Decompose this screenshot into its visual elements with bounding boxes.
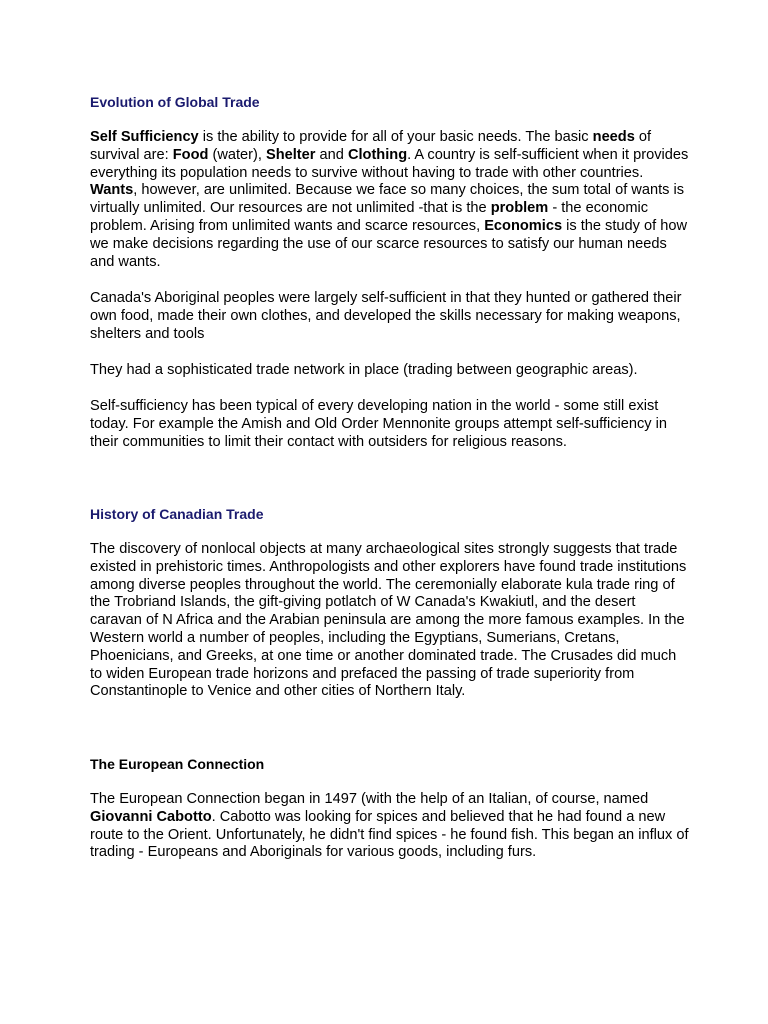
heading-history-of-canadian-trade: History of Canadian Trade xyxy=(90,506,264,522)
bold-term: Self Sufficiency xyxy=(90,129,199,145)
heading-european-connection: The European Connection xyxy=(90,756,265,772)
text-run: - the economic problem. Arising from unlimited wants and scarce resources, xyxy=(90,200,649,234)
paragraph-aboriginal-peoples: Canada's Aboriginal peoples were largely self-sufficient in that they hunted or gathered their own food, made their own clothes, and developed the skills necessary for making weapons, shelters and tools xyxy=(90,290,682,342)
heading-evolution-of-global-trade: Evolution of Global Trade xyxy=(90,94,260,110)
text-run: is the study of how we make decisions regarding the use of our scarce resources to satisfy our human needs and wants. xyxy=(90,217,687,270)
text-run: and xyxy=(315,146,348,163)
paragraph-self-sufficiency-typical: Self-sufficiency has been typical of every developing nation in the world - some still exist today. For example the Amish and Old Order Mennonite groups attempt self-sufficiency in their communities to limit their contact with outsiders for religious reasons. xyxy=(90,398,668,450)
text-run: . Cabotto was looking for spices and believed that he had found a new route to the Orient. Unfortunately, he didn't find spices - he found fish. This began an influx of trading - Europeans and Aboriginals for various goods, including furs. xyxy=(90,808,689,861)
bold-term: Wants xyxy=(90,182,134,199)
text-run: The European Connection began in 1497 (with the help of an Italian, of course, named xyxy=(90,791,649,807)
paragraph-self-sufficiency xyxy=(90,129,690,271)
text-run: is the ability to provide for all of your basic needs. The basic xyxy=(198,129,593,145)
text-run: , however, are unlimited. Because we face so many choices, the sum total of wants is virtually unlimited. Our resources are not unlimited -that is the xyxy=(90,182,685,217)
paragraph-history: The discovery of nonlocal objects at many archaeological sites strongly suggests that trade existed in prehistoric times. Anthropologists and other explorers have found trade institutions among diverse peoples throughout the world. The ceremonially elaborate kula trade ring of the Trobriand Islands, the gift-giving potlatch of W Canada's Kwakiutl, and the desert caravan of N Africa and the Arabian peninsula are among the more famous examples. In the Western world a number of peoples, including the Egyptians, Sumerians, Cretans, Phoenicians, and Greeks, at one time or another dominated trade. The Crusades did much to widen European trade horizons and prefaced the passing of trade superiority from Constantinople to Venice and other cities of Northern Italy. xyxy=(90,541,687,700)
text-run: of survival are: xyxy=(90,129,652,163)
text-run: (water), xyxy=(208,146,266,163)
paragraph-trade-network: They had a sophisticated trade network in place (trading between geographic areas). xyxy=(90,362,638,378)
text-run: . A country is self-sufficient when it provides everything its population needs to survive without having to trade with other countries. xyxy=(90,146,689,181)
bold-term: Clothing xyxy=(347,146,408,163)
bold-term: Food xyxy=(172,146,209,163)
bold-term: needs xyxy=(592,129,635,145)
bold-term: Economics xyxy=(484,217,563,234)
bold-term: Shelter xyxy=(265,146,316,163)
bold-term: Giovanni Cabotto xyxy=(90,808,212,825)
paragraph-european-connection xyxy=(90,791,690,862)
bold-term: problem xyxy=(490,200,549,217)
